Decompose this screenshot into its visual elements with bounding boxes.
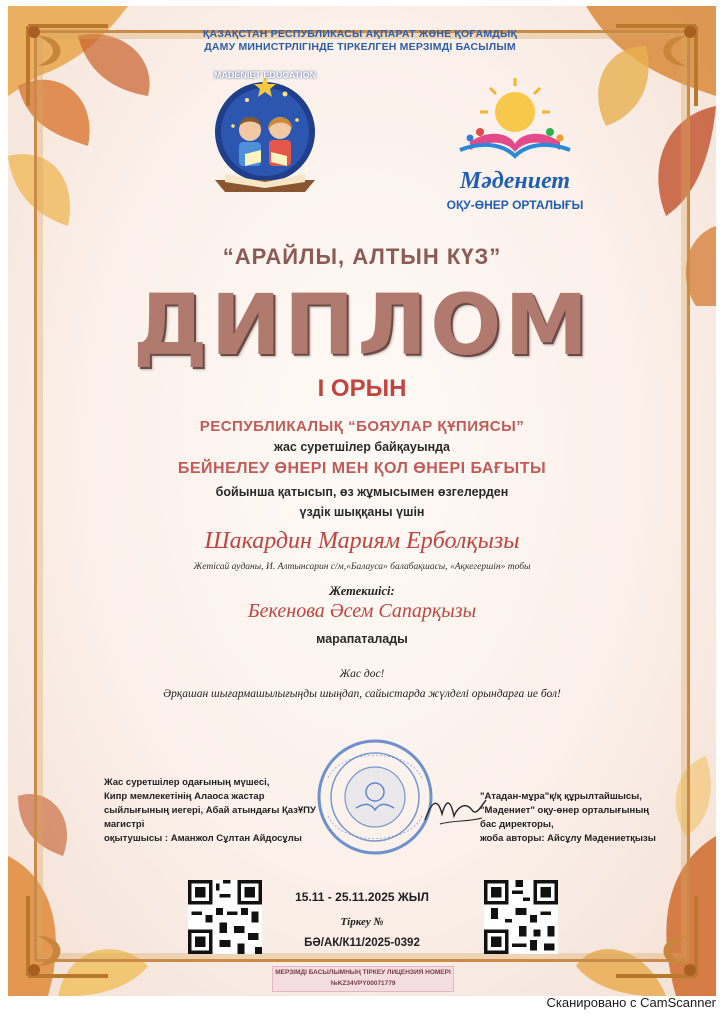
children-reading-icon: [205, 70, 325, 220]
official-seal-icon: [316, 738, 434, 856]
center-brand-name: Мәдениет: [459, 168, 571, 194]
sun-book-icon: [430, 72, 600, 167]
left-signatory-line: Кипр мемлекетінің Алаоса жастар: [104, 791, 265, 802]
recipient-name: Шакардин Мариям Ерболқызы: [204, 528, 520, 554]
distinguished-text: үздік шыққаны үшін: [299, 505, 425, 519]
ornament-corner-top-left: [8, 6, 128, 126]
logo-arc-text: MADENIET EDUCATION: [213, 70, 317, 80]
wish-greeting: Жас дос!: [339, 668, 385, 680]
ornament-corner-top-right: [596, 6, 716, 126]
right-signatory-line: "Мәдениет" оқу-өнер орталығының бас директоры,: [480, 805, 650, 830]
madeniet-center-logo: [430, 72, 600, 222]
contest-title: “АРАЙЛЫ, АЛТЫН КҮЗ”: [222, 244, 502, 269]
contest-dates: 15.11 - 25.11.2025 ЖЫЛ: [295, 890, 429, 904]
registration-number: БӘ/АК/К11/2025-0392: [304, 937, 420, 949]
left-signatory-line: Жас суретшілер одағының мүшесі,: [104, 777, 270, 788]
camscanner-watermark: Сканировано с CamScanner: [546, 995, 716, 1010]
diploma-title: ДИПЛОМ: [132, 276, 592, 374]
center-brand-subtitle: ОҚУ-ӨНЕР ОРТАЛЫҒЫ: [446, 198, 584, 212]
madeniet-education-logo: [205, 70, 325, 220]
right-signatory-line: "Атадан-мұра"қ/қ құрылтайшысы,: [480, 791, 642, 802]
license-title: МЕРЗІМДІ БАСЫЛЫМНЫҢ ТІРКЕУ ЛИЦЕНЗИЯ НОМЕРІ: [275, 969, 451, 976]
competition-name: РЕСПУБЛИКАЛЫҚ “БОЯУЛАР ҚҰПИЯСЫ”: [199, 418, 525, 435]
right-signatory-line: жоба авторы: Айсұлу Мәдениетқызы: [480, 833, 656, 844]
competition-subtitle: жас суретшілер байқауында: [273, 440, 451, 454]
license-number: №KZ34VPY00071779: [330, 980, 396, 987]
awarded-text: марапаталады: [316, 632, 408, 646]
license-badge: [272, 966, 454, 992]
recipient-affiliation: Жетісай ауданы, И. Алтынсарин с/м,«Балауса» балабақшасы, «Ақкегершін» тобы: [193, 562, 531, 572]
mentor-label: Жетекшісі:: [329, 584, 395, 598]
place-award: І ОРЫН: [317, 375, 407, 402]
right-signatory: [480, 790, 660, 846]
header-line-1: ҚАЗАҚСТАН РЕСПУБЛИКАСЫ АҚПАРАТ ЖӘНЕ ҚОҒАМДЫҚ: [202, 28, 518, 40]
mentor-name: Бекенова Әсем Сапарқызы: [247, 600, 477, 622]
left-signatory: [104, 776, 344, 846]
direction-text: БЕЙНЕЛЕУ ӨНЕРІ МЕН ҚОЛ ӨНЕРІ БАҒЫТЫ: [177, 460, 547, 477]
participation-text: бойынша қатысып, өз жұмысымен өзгелерден: [215, 485, 509, 499]
wish-message: Әрқашан шығармашылығыңды шыңдап, сайыстарда жүлделі орындарға ие бол!: [163, 688, 561, 700]
header-line-2: ДАМУ МИНИСТРЛІГІНДЕ ТІРКЕЛГЕН МЕРЗІМДІ БАСЫЛЫМ: [204, 41, 516, 53]
registration-label: Тіркеу №: [340, 916, 384, 928]
left-signatory-line: оқытушысы : Аманжол Сұлтан Айдосұлы: [104, 833, 302, 844]
registration-header: [150, 28, 570, 54]
left-signatory-line: сыйлығының иегері, Абай атындағы ҚазҰПУ магистрі: [104, 805, 316, 830]
